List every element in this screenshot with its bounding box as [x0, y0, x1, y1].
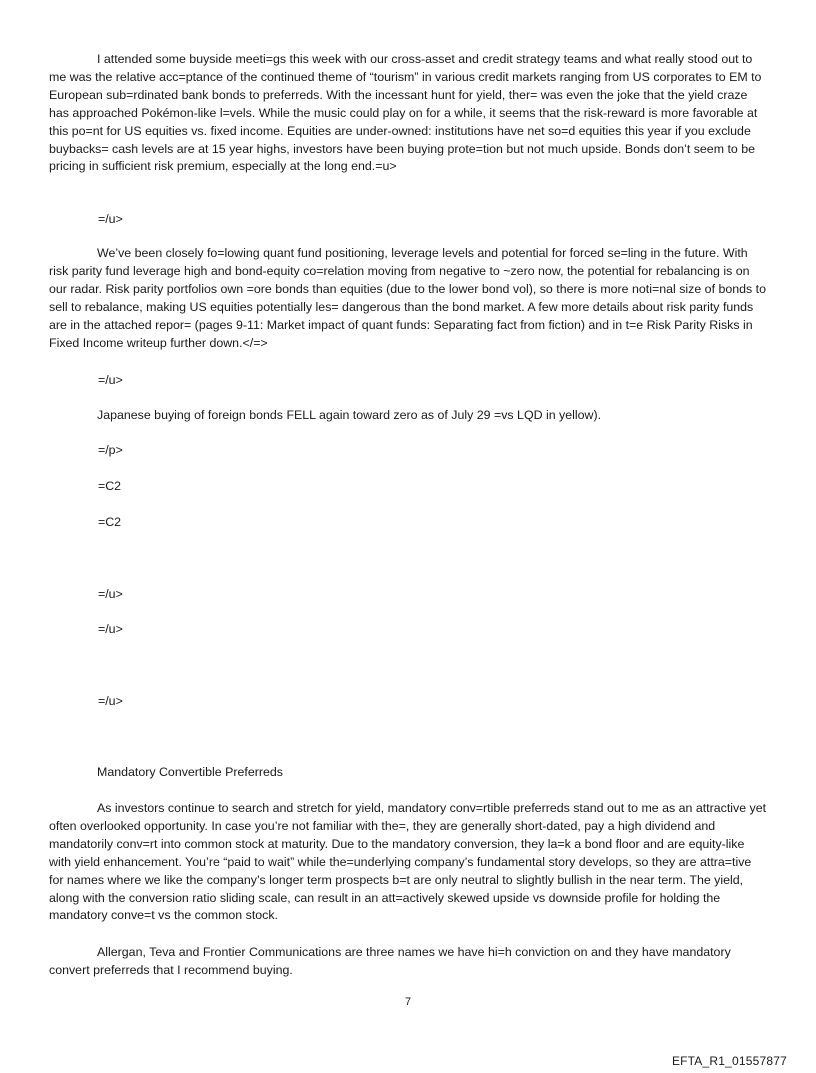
section-heading: Mandatory Convertible Preferreds: [97, 765, 283, 779]
document-body-4: [49, 944, 769, 980]
paragraph-mandatory-convertibles: As investors continue to search and stretch for yield, mandatory conv=rtible preferreds stand out to me as an attractive yet often overlooked opportunity. In case you’re not familiar with the=, they are generally short-dated, pay a high dividend and mandatorily conv=rt into common stock at maturity. Due to the mandatory conversion, they la=k a bond floor and are equity-like with yield enhancement. You’re “paid to wait” while the=underlying company’s fundamental story develops, so they are attra=tive for names where we like the company’s longer term prospects b=t are only neutral to slightly bullish in the near term. The yield, along with the conversion ratio sliding scale, can result in an att=actively skewed upside vs downside profile for holding the mandatory conve=t vs the common stock.: [49, 801, 767, 923]
paragraph-japanese-buying: Japanese buying of foreign bonds FELL again toward zero as of July 29 =vs LQD in yellow).: [97, 408, 602, 422]
markup-fragment-u4: =/u>: [98, 622, 123, 636]
markup-fragment-u5: =/u>: [98, 694, 123, 708]
markup-fragment-u3: =/u>: [98, 587, 123, 601]
markup-fragment-c2-a: =C2: [98, 479, 122, 493]
markup-fragment-c2-b: =C2: [98, 515, 122, 529]
document-body-2: [49, 245, 769, 352]
document-id: EFTA_R1_01557877: [671, 1054, 787, 1068]
markup-fragment-p-close: =/p>: [98, 443, 123, 457]
paragraph-recommendations: Allergan, Teva and Frontier Communications are three names we have hi=h conviction on and they have mandatory convert preferreds that I recommend buying.: [49, 945, 731, 977]
document-body-3: [49, 800, 769, 925]
page-number: 7: [404, 996, 412, 1008]
document-body: [49, 51, 769, 176]
paragraph-buyside-meetings: I attended some buyside meeti=gs this week with our cross-asset and credit strategy teams and what really stood out to me was the relative acc=ptance of the continued theme of “tourism” in various credit markets ranging from US corporates to EM to European sub=rdinated bank bonds to preferreds. With the incessant hunt for yield, ther= was even the joke that the yield craze has approached Pokémon-like l=vels. While the music could play on for a while, it seems that the risk-reward is more favorable at this po=nt for US equities vs. fixed income. Equities are under-owned: institutions have net so=d equities this year if you exclude buybacks= cash levels are at 15 year highs, investors have been buying prote=tion but not much upside. Bonds don’t seem to be pricing in sufficient risk premium, especially at the long end.=u>: [49, 52, 762, 174]
markup-fragment-u1: =/u>: [98, 212, 123, 226]
markup-fragment-u2: =/u>: [98, 373, 123, 387]
paragraph-quant-fund-positioning: We’ve been closely fo=lowing quant fund positioning, leverage levels and potential for forced se=ling in the future. With risk parity fund leverage high and bond-equity co=relation moving from negative to ~zero now, the potential for rebalancing is on our radar. Risk parity portfolios own =ore bonds than equities (due to the lower bond vol), so there is more noti=nal size of bonds to sell to rebalance, making US equities potentially les= dangerous than the bond market. A few more details about risk parity funds are in the attached repor= (pages 9-11: Market impact of quant funds: Separating fact from fiction) and in t=e Risk Parity Risks in Fixed Income writeup further down.</=>: [49, 246, 766, 350]
